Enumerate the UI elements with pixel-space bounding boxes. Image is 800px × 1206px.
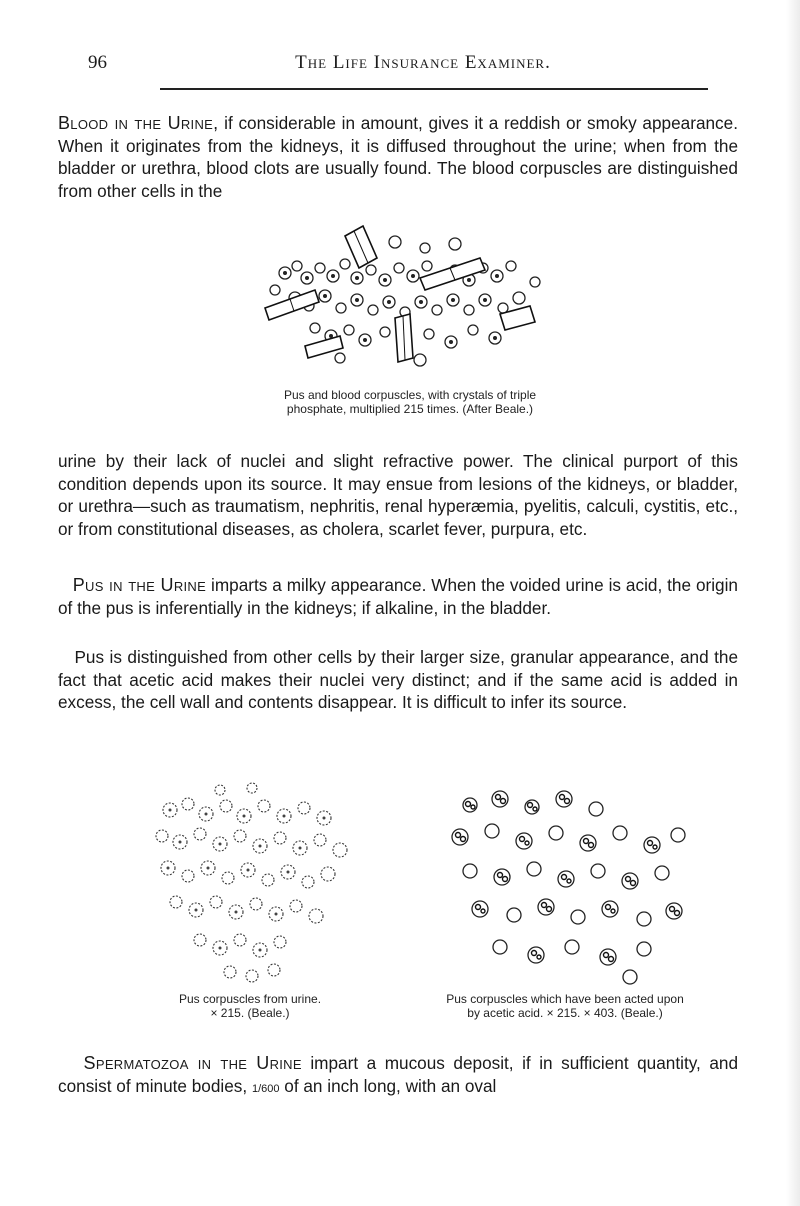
paragraph-blood-in-urine (58, 112, 738, 202)
page-number: 96 (88, 52, 107, 73)
figure-pus-corpuscles (140, 780, 360, 985)
caption-line: Pus and blood corpuscles, with crystals of triple (283, 388, 537, 402)
paragraph-text: impart a mucous deposit, if in sufficient quantity, and consist of minute bodies, (58, 1053, 739, 1096)
caption-line: Pus corpuscles from urine. (178, 992, 322, 1006)
paragraph-text: urine by their lack of nuclei and slight refractive power. The clinical purport of this condition depends upon its source. It may ensue from lesions of the kidneys, or bladder, or urethra—such as traumatism, nephritis, renal hyperæmia, pyelitis, calculi, cystitis, etc., or from constitutional diseases, as cholera, scarlet fever, purpura, etc. (58, 451, 738, 539)
page-edge-shadow (786, 0, 800, 1206)
figure-2-caption (130, 992, 370, 1020)
paragraph-pus-distinguished (58, 646, 738, 714)
section-lead-spermatozoa: Spermatozoa in the Urine (83, 1053, 302, 1073)
section-lead-blood: Blood in the Urine, (58, 113, 219, 133)
paragraph-blood-continued (58, 450, 738, 540)
paragraph-text: Pus is distinguished from other cells by their larger size, granular appearance, and the fact that acetic acid makes their nuclei very distinct; and if the same acid is added in excess, the cell wall and contents disappear. It is difficult to infer its source. (58, 647, 738, 713)
paragraph-text-end: of an inch long, with an oval (279, 1075, 497, 1096)
running-title: The Life Insurance Examiner. (295, 52, 551, 73)
paragraph-pus-in-urine (58, 574, 738, 619)
caption-line: × 215. (Beale.) (210, 1006, 290, 1020)
figure-pus-acetic-acid (440, 785, 690, 985)
fraction: 1/600 (251, 1082, 280, 1095)
caption-line: phosphate, multiplied 215 times. (After Beale.) (286, 402, 534, 416)
caption-line: Pus corpuscles which have been acted upon (446, 992, 684, 1006)
paragraph-text: if considerable in amount, gives it a reddish or smoky appearance. When it originates from the kidneys, it is diffused throughout the urine; when from the bladder or urethra, blood clots are usually found. The blood corpuscles are distinguished from other cells in the (58, 113, 738, 201)
figure-pus-blood-crystals (245, 218, 575, 378)
figure-3-caption (420, 992, 710, 1020)
figure-1-caption (250, 388, 570, 416)
page-header (88, 52, 708, 82)
paragraph-text: imparts a milky appearance. When the voided urine is acid, the origin of the pus is inferentially in the kidneys; if alkaline, in the bladder. (58, 575, 738, 618)
paragraph-spermatozoa (58, 1052, 738, 1100)
section-lead-pus: Pus in the Urine (72, 575, 207, 595)
header-rule (160, 88, 708, 90)
caption-line: by acetic acid. × 215. × 403. (Beale.) (467, 1006, 663, 1020)
